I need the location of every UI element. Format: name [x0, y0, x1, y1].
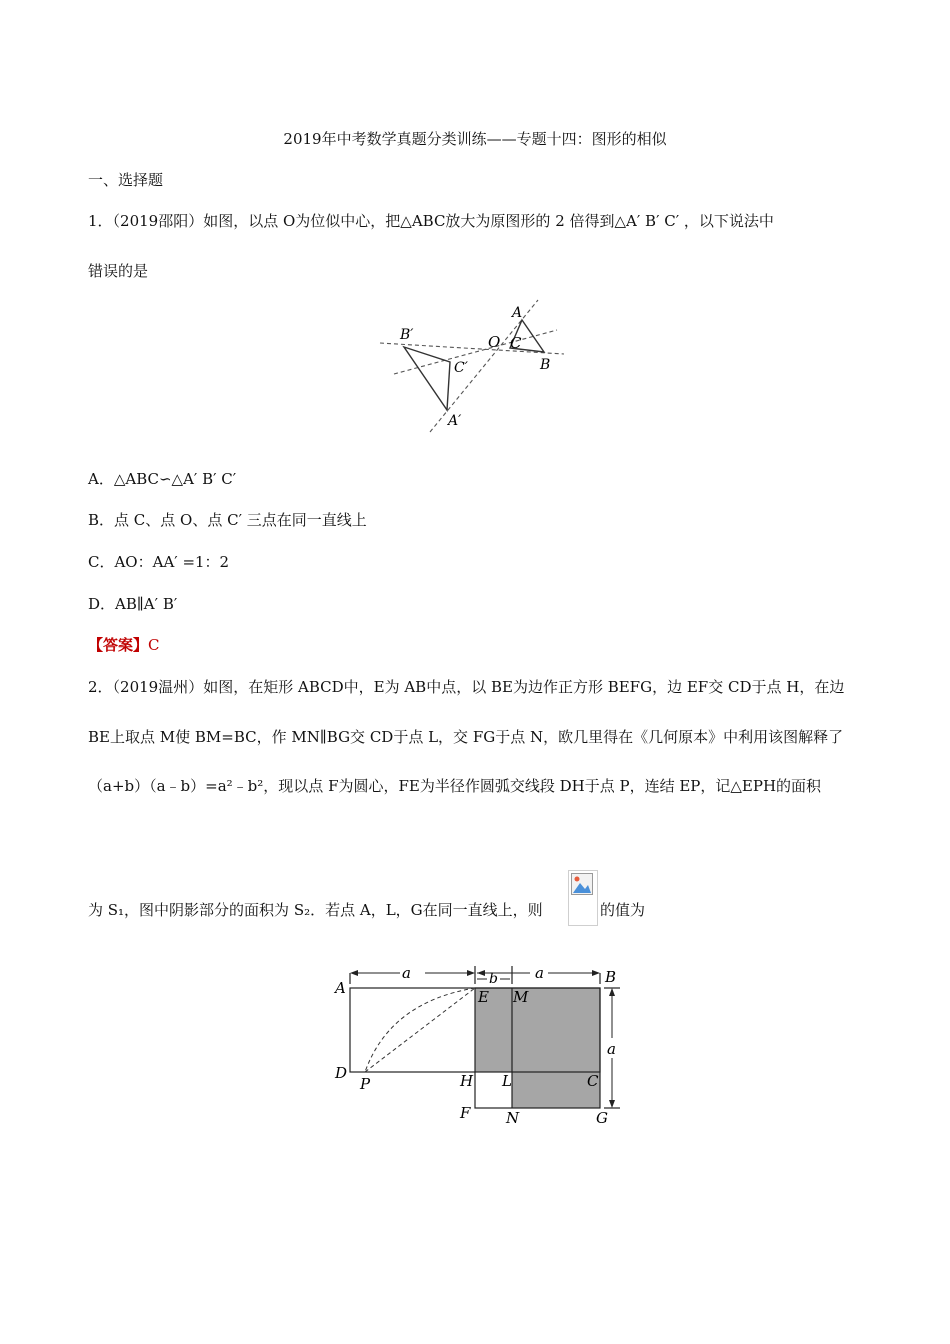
question-1-line-1: 1．（2019邵阳）如图，以点 O为位似中心，把△ABC放大为原图形的 2 倍得到△A′ B′ C′ ，以下说法中: [88, 212, 774, 230]
label-m: M: [513, 988, 529, 1006]
label-b: B: [605, 968, 617, 986]
question-2-line-3: （a+b）（a﹣b）=a²﹣b²，现以点 F为圆心，FE为半径作圆弧交线段 DH于点 P，连结 EP，记△EPH的面积: [88, 777, 822, 795]
question-1-figure: [372, 292, 572, 437]
formula-image-placeholder: [568, 870, 598, 926]
label-b-prime: B′: [400, 327, 414, 343]
question-1-line-2: 错误的是: [88, 262, 149, 280]
label-l: L: [502, 1072, 512, 1090]
dim-a-left: a: [402, 964, 411, 982]
question-2-figure: [330, 962, 630, 1128]
label-a-prime: A′: [448, 413, 462, 429]
label-d: D: [335, 1064, 348, 1082]
label-c: C: [587, 1072, 599, 1090]
section-heading: 一、选择题: [88, 171, 164, 189]
dim-b: b: [489, 971, 498, 987]
question-2-line-2: BE上取点 M使 BM=BC，作 MN∥BG交 CD于点 L，交 FG于点 N，欧几里得在《几何原本》中利用该图解释了: [88, 728, 844, 746]
question-2-line-4-start: 为 S₁，图中阴影部分的面积为 S₂．若点 A，L，G在同一直线上，则: [88, 901, 543, 919]
question-1-option-c: C．AO：AA′ =1：2: [88, 553, 230, 571]
label-n: N: [506, 1109, 520, 1127]
label-a: A: [335, 979, 346, 997]
broken-image-icon: [571, 873, 593, 895]
dim-a-vertical: a: [607, 1040, 616, 1058]
question-2-line-1: 2．（2019温州）如图，在矩形 ABCD中，E为 AB中点，以 BE为边作正方形 BEFG，边 EF交 CD于点 H，在边: [88, 678, 845, 696]
label-b: B: [540, 357, 551, 373]
answer-value: C: [148, 636, 160, 654]
question-1-answer: [88, 635, 160, 655]
label-g: G: [596, 1109, 608, 1127]
shaded-region: [475, 988, 600, 1108]
question-1-option-a: A．△ABC∽△A′ B′ C′: [88, 470, 237, 488]
label-c: C: [510, 334, 522, 352]
question-2-line-4: [88, 900, 543, 920]
label-a: A: [512, 305, 523, 321]
question-1-option-b: B．点 C、点 O、点 C′ 三点在同一直线上: [88, 511, 367, 529]
label-e: E: [478, 988, 489, 1006]
label-c-prime: C′: [454, 360, 468, 376]
dim-a-top-right: a: [535, 964, 544, 982]
page-title: 2019年中考数学真题分类训练——专题十四：图形的相似: [283, 130, 667, 148]
answer-tag: 【答案】: [88, 636, 149, 654]
label-f: F: [460, 1104, 471, 1122]
label-h: H: [460, 1072, 474, 1090]
question-1-option-d: D．AB∥A′ B′: [88, 595, 178, 613]
question-2-line-4-end: 的值为: [600, 901, 646, 919]
label-o: O: [488, 333, 501, 351]
label-p: P: [360, 1075, 371, 1093]
